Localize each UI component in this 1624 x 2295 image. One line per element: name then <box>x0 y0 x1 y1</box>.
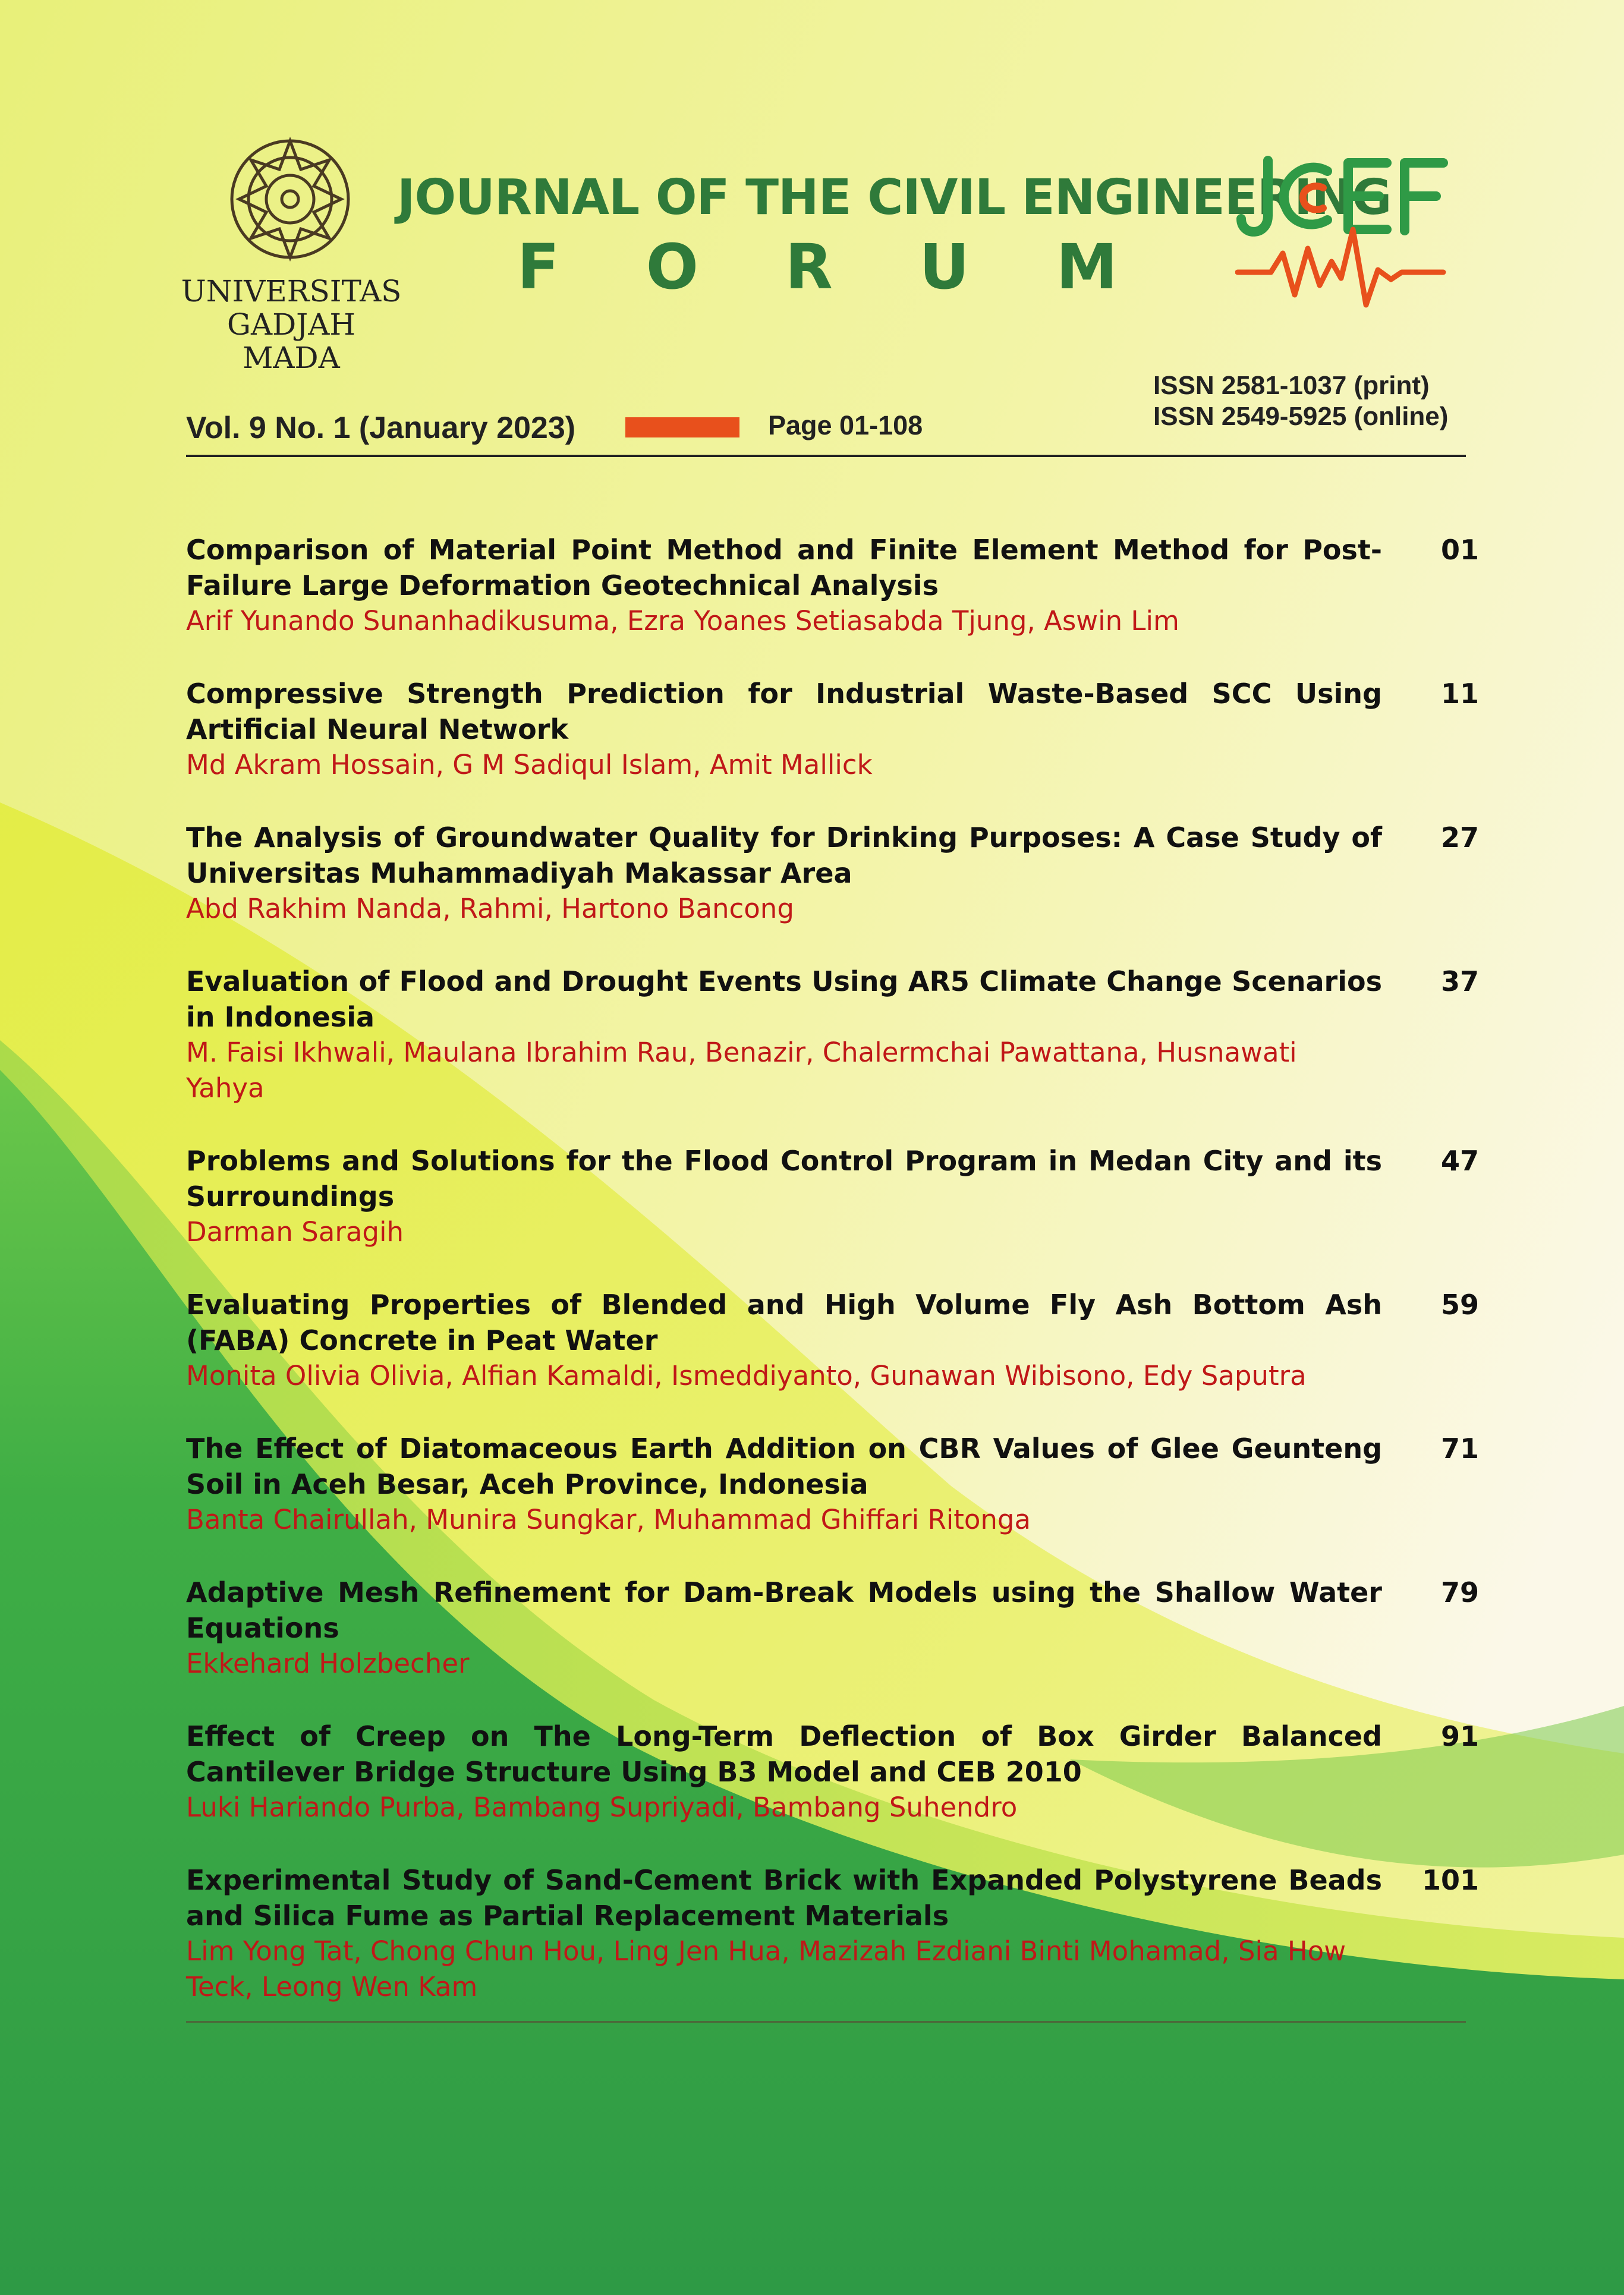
article-title[interactable]: Problems and Solutions for the Flood Control Program in Medan City and its Surroundings <box>186 1145 1382 1213</box>
article-page-number: 71 <box>1440 1433 1479 1465</box>
article-page-number: 11 <box>1440 678 1479 710</box>
toc-entry-text <box>186 1718 1382 1825</box>
toc-entry-text <box>186 964 1382 1106</box>
article-page-number: 79 <box>1440 1576 1479 1608</box>
issn-online: ISSN 2549-5925 (online) <box>1153 402 1449 431</box>
toc-entry-text <box>186 1431 1382 1538</box>
toc-entry[interactable] <box>186 1862 1479 2005</box>
orange-divider-bar <box>625 417 739 437</box>
toc-entry[interactable] <box>186 1287 1479 1394</box>
article-authors: Md Akram Hossain, G M Sadiqul Islam, Amit Mallick <box>186 749 873 780</box>
page-range: Page 01-108 <box>768 410 923 440</box>
article-authors: Ekkehard Holzbecher <box>186 1648 470 1679</box>
toc-entry[interactable] <box>186 1431 1479 1538</box>
article-title[interactable]: Experimental Study of Sand-Cement Brick with Expanded Polystyrene Beads and Silica Fume as Partial Replacement Materials <box>186 1864 1382 1932</box>
table-of-contents <box>186 532 1479 2042</box>
university-name-line-2: GADJAH MADA <box>227 307 355 375</box>
article-page-number: 27 <box>1440 821 1479 854</box>
toc-entry[interactable] <box>186 964 1479 1106</box>
forum-letter-m: M <box>1056 231 1118 303</box>
article-page-number: 59 <box>1440 1289 1479 1321</box>
toc-entry-text <box>186 1143 1382 1250</box>
article-title[interactable]: Evaluation of Flood and Drought Events Using AR5 Climate Change Scenarios in Indonesia <box>186 965 1382 1033</box>
toc-entry[interactable] <box>186 676 1479 783</box>
toc-entry-text <box>186 1287 1382 1394</box>
toc-entry-text <box>186 1575 1382 1682</box>
toc-entry-text <box>186 676 1382 783</box>
article-title[interactable]: Adaptive Mesh Refinement for Dam-Break Models using the Shallow Water Equations <box>186 1576 1382 1644</box>
article-page-number: 47 <box>1440 1145 1479 1177</box>
header-divider <box>186 455 1466 457</box>
toc-entry[interactable] <box>186 1575 1479 1682</box>
article-page-number: 37 <box>1440 965 1479 997</box>
forum-letter-r: R <box>785 231 833 303</box>
footer-divider <box>186 2021 1466 2023</box>
toc-entry[interactable] <box>186 1143 1479 1250</box>
issn-print: ISSN 2581-1037 (print) <box>1153 371 1430 400</box>
university-name <box>178 275 404 374</box>
article-authors: Luki Hariando Purba, Bambang Supriyadi, Bambang Suhendro <box>186 1792 1018 1823</box>
journal-title: JOURNAL OF THE CIVIL ENGINEERING <box>397 169 1392 226</box>
article-title[interactable]: Compressive Strength Prediction for Industrial Waste-Based SCC Using Artificial Neural Network <box>186 678 1382 745</box>
article-authors: Monita Olivia Olivia, Alfian Kamaldi, Ismeddiyanto, Gunawan Wibisono, Edy Saputra <box>186 1360 1307 1392</box>
article-title[interactable]: The Effect of Diatomaceous Earth Addition on CBR Values of Glee Geunteng Soil in Aceh Besar, Aceh Province, Indonesia <box>186 1433 1382 1500</box>
article-page-number: 101 <box>1421 1864 1479 1896</box>
article-title[interactable]: Evaluating Properties of Blended and High Volume Fly Ash Bottom Ash (FABA) Concrete in Peat Water <box>186 1289 1382 1356</box>
article-title[interactable]: Effect of Creep on The Long-Term Deflection of Box Girder Balanced Cantilever Bridge Structure Using B3 Model and CEB 2010 <box>186 1720 1382 1788</box>
article-page-number: 01 <box>1440 534 1479 566</box>
jcef-logo-icon <box>1235 153 1449 326</box>
toc-entry-text <box>186 532 1382 639</box>
volume-info: Vol. 9 No. 1 (January 2023) <box>186 411 576 445</box>
article-authors: Arif Yunando Sunanhadikusuma, Ezra Yoanes Setiasabda Tjung, Aswin Lim <box>186 605 1179 637</box>
forum-letter-u: U <box>919 231 970 303</box>
article-title[interactable]: The Analysis of Groundwater Quality for Drinking Purposes: A Case Study of Universitas Muhammadiyah Makassar Area <box>186 821 1382 889</box>
article-authors: Lim Yong Tat, Chong Chun Hou, Ling Jen Hua, Mazizah Ezdiani Binti Mohamad, Sia How Teck, Leong Wen Kam <box>186 1935 1346 2003</box>
toc-entry[interactable] <box>186 820 1479 927</box>
article-authors: M. Faisi Ikhwali, Maulana Ibrahim Rau, Benazir, Chalermchai Pawattana, Husnawati Yahya <box>186 1037 1297 1104</box>
article-authors: Banta Chairullah, Munira Sungkar, Muhammad Ghiffari Ritonga <box>186 1504 1031 1535</box>
toc-entry-text <box>186 820 1382 927</box>
forum-letter-f: F <box>517 231 560 303</box>
university-name-line-1: UNIVERSITAS <box>181 274 402 308</box>
article-title[interactable]: Comparison of Material Point Method and Finite Element Method for Post-Failure Large Deformation Geotechnical Analysis <box>186 534 1382 602</box>
journal-title-forum <box>517 231 1118 303</box>
forum-letter-o: O <box>646 231 699 303</box>
university-seal-icon <box>225 134 355 265</box>
toc-entry[interactable] <box>186 532 1479 639</box>
toc-entry[interactable] <box>186 1718 1479 1825</box>
article-authors: Abd Rakhim Nanda, Rahmi, Hartono Bancong <box>186 893 794 924</box>
toc-entry-text <box>186 1862 1382 2005</box>
article-authors: Darman Saragih <box>186 1216 404 1248</box>
article-page-number: 91 <box>1440 1720 1479 1752</box>
